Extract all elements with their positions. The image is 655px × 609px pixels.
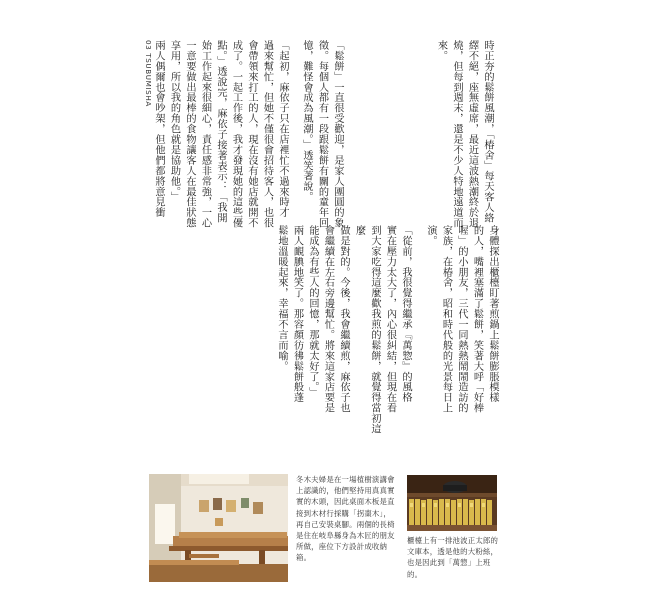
bookshelf-illustration xyxy=(407,475,497,531)
text-column: 會帶領來打工的人，現在沒有她店就開不 xyxy=(246,40,257,229)
text-column: 喔」的小朋友，三代一同熱熱鬧鬧造訪的 xyxy=(456,225,467,414)
text-column: 的人，嘴裡塞滿了鬆餅，笑著大呼「好棒 xyxy=(471,225,483,414)
text-column: 「鬆餅」一直很受歡迎，是家人團圓的象 xyxy=(332,40,343,229)
text-column: 燒，但每到週末，還是不少人特地遠道而 xyxy=(451,40,462,229)
text-column: 能成為有些人的回憶，那就太好了。」 xyxy=(307,225,318,398)
text-column: 一意要做出最棒的食物讓客人在最佳狀態 xyxy=(184,40,195,229)
photo-caption-left: 冬木夫婦是在一場植樹演講會上認識的，他們堅持用真真實實的木頭，因此桌面木板是直接到木材行採購「拐棗木」，再自己安裝桌腳。兩個的長椅是住在岐阜縣身為木匠的朋友所做，座位下方設計成收納箱。 xyxy=(296,475,395,563)
text-column: 徵。每個人都有一段跟鬆餅有關的童年回 xyxy=(316,40,328,229)
text-column: 「從前，我很覺得繼承『萬惣』的風格 xyxy=(400,225,411,403)
text-block-left-bottom xyxy=(150,40,290,230)
cafe-interior-illustration xyxy=(149,474,288,582)
text-column: 「起初，麻依子只在店裡忙不過來時才 xyxy=(277,40,288,218)
text-column: 始工作起來很細心，責任感非常強，一心 xyxy=(199,40,211,229)
text-column: 兩人靦腆地笑了。那容顏彷彿鬆餅般蓬 xyxy=(291,225,303,403)
text-block-right-bottom xyxy=(258,225,413,435)
text-column: 憶，難怪會成為風潮。」透笑著說。 xyxy=(301,40,312,203)
text-column: 演。 xyxy=(425,225,436,246)
text-column: 到大家吃得這麼歡我煎的鬆餅，就覺得當初這麼 xyxy=(353,225,380,434)
running-head: 03 TSUBUMISHA xyxy=(144,40,153,107)
text-column: 會繼續在左右旁邊幫忙。將來這家店要是 xyxy=(322,225,334,414)
text-column: 成了。一起工作後，我才發現她的這些優 xyxy=(230,40,242,229)
text-column: 鬆地溫暖起來，幸福不言而喻。 xyxy=(276,225,287,372)
text-column: 做是對的。今後，我會繼續煎，麻依子也 xyxy=(338,225,349,414)
text-column: 享用，所以我的角色就是協助他。」 xyxy=(168,40,180,203)
text-block-left-mid xyxy=(295,40,345,230)
text-column: 過來幫忙，但她不僅很會招待客人，也很 xyxy=(261,40,273,229)
text-column: 實在壓力太大了，內心很糾結，但現在看 xyxy=(384,225,396,414)
text-column: 時正夯的鬆餅風潮，「椿舍」每天客人絡 xyxy=(482,40,493,223)
photo-caption-right: 櫃檯上有一排池波正太郎的文庫本，透是他的大粉絲，也是因此到「萬惣」上班的。 xyxy=(407,536,499,579)
text-column: 點。」透說完，麻依子接著表示：「我開 xyxy=(215,40,226,223)
text-column: 身體探出櫃檯盯著煎鍋上鬆餅膨脹模樣 xyxy=(487,225,498,403)
counter-books-photo xyxy=(407,475,497,531)
text-column: 家族，在椿舍，昭和時代般的光景每日上 xyxy=(440,225,452,414)
cafe-interior-photo xyxy=(149,474,288,582)
text-column: 繹不絕，座無虛席，最近這波熱潮終於退 xyxy=(466,40,478,229)
text-block-left-top xyxy=(345,40,495,230)
text-column: 來。 xyxy=(435,40,447,61)
text-column: 兩人偶爾也會吵架，但他們都將意見衝 xyxy=(153,40,164,218)
text-block-right-top xyxy=(420,225,500,435)
